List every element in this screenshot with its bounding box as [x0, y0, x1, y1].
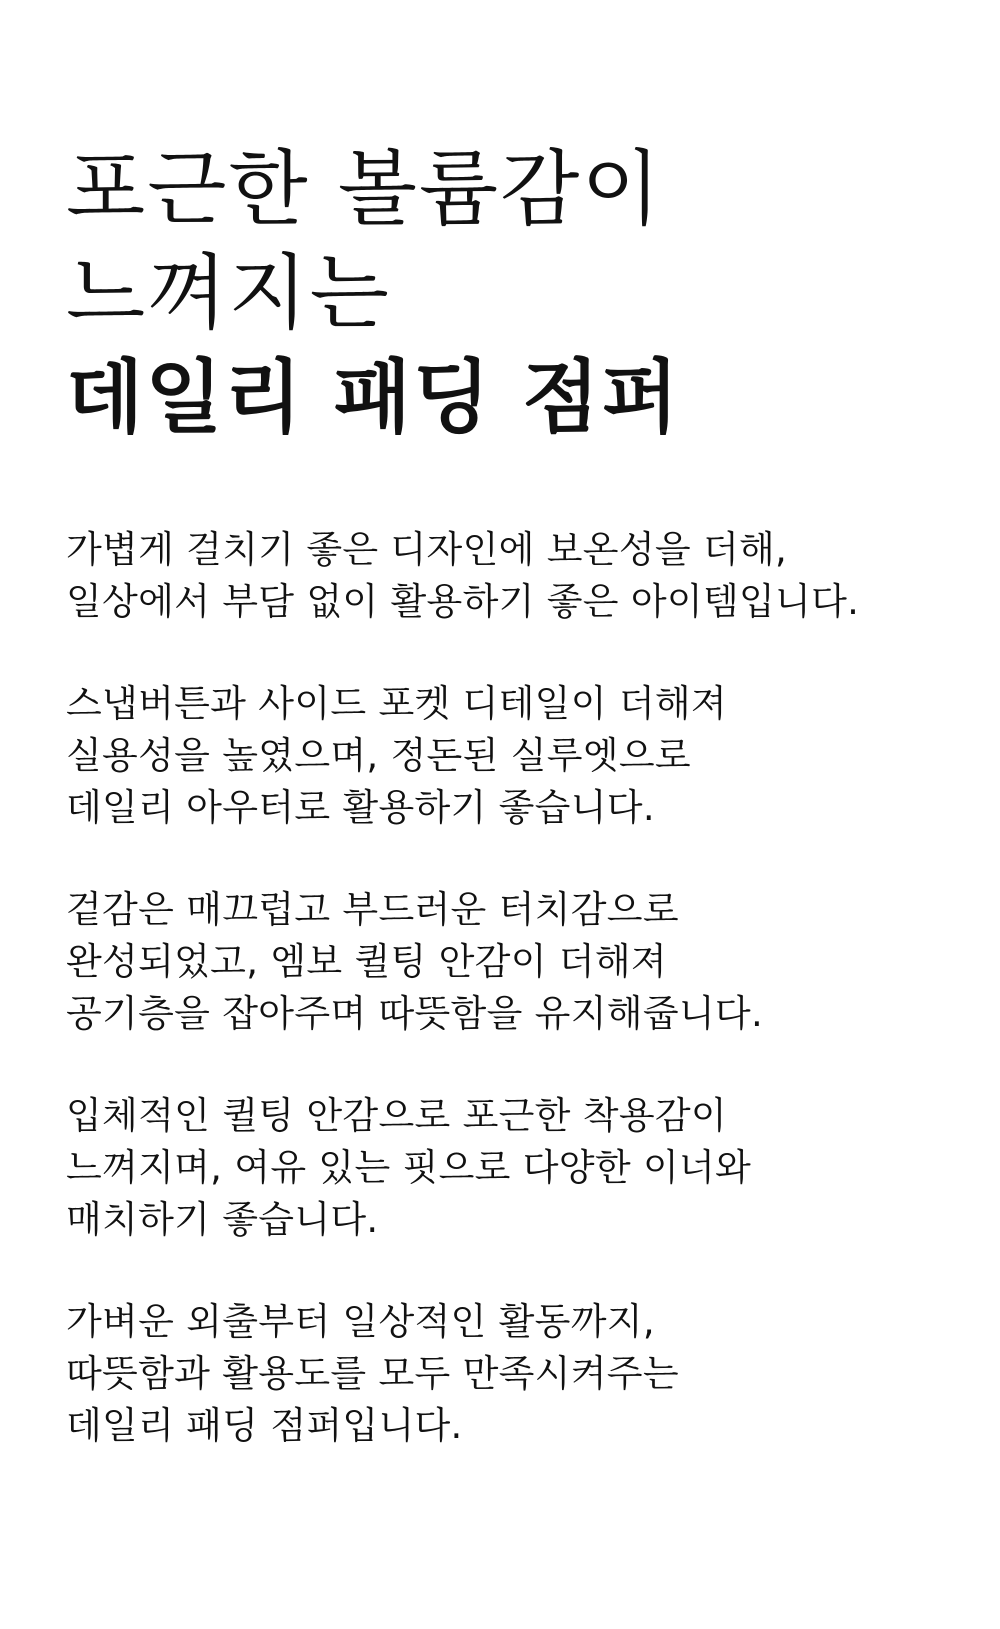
paragraph — [66, 524, 966, 628]
paragraph-line: 느껴지며, 여유 있는 핏으로 다양한 이너와 — [66, 1146, 752, 1189]
paragraph-line: 겉감은 매끄럽고 부드러운 터치감으로 — [66, 888, 679, 931]
paragraph-line: 완성되었고, 엠보 퀼팅 안감이 더해져 — [66, 940, 667, 983]
headline-line: 느껴지는 — [66, 246, 391, 341]
paragraph-line: 공기층을 잡아주며 따뜻함을 유지해줍니다. — [66, 992, 763, 1035]
paragraph-line: 일상에서 부담 없이 활용하기 좋은 아이템입니다. — [66, 580, 860, 623]
headline-line: 포근한 볼륨감이 — [66, 142, 663, 237]
paragraph — [66, 1296, 966, 1452]
paragraph-line: 실용성을 높였으며, 정돈된 실루엣으로 — [66, 734, 691, 777]
headline-line-bold: 데일리 패딩 점퍼 — [66, 351, 681, 444]
paragraph-line: 데일리 아우터로 활용하기 좋습니다. — [66, 786, 655, 829]
paragraph-line: 매치하기 좋습니다. — [66, 1198, 379, 1241]
paragraph-line: 입체적인 퀼팅 안감으로 포근한 착용감이 — [66, 1094, 727, 1137]
paragraph-line: 데일리 패딩 점퍼입니다. — [66, 1404, 463, 1447]
paragraph-line: 가벼운 외출부터 일상적인 활동까지, — [66, 1300, 655, 1343]
paragraph — [66, 1090, 966, 1246]
paragraph — [66, 678, 966, 834]
paragraph-line: 스냅버튼과 사이드 포켓 디테일이 더해져 — [66, 682, 727, 725]
paragraph — [66, 884, 966, 1040]
description-body — [66, 524, 966, 1502]
headline — [66, 138, 946, 450]
paragraph-line: 따뜻함과 활용도를 모두 만족시켜주는 — [66, 1352, 679, 1395]
paragraph-line: 가볍게 걸치기 좋은 디자인에 보온성을 더해, — [66, 528, 788, 571]
